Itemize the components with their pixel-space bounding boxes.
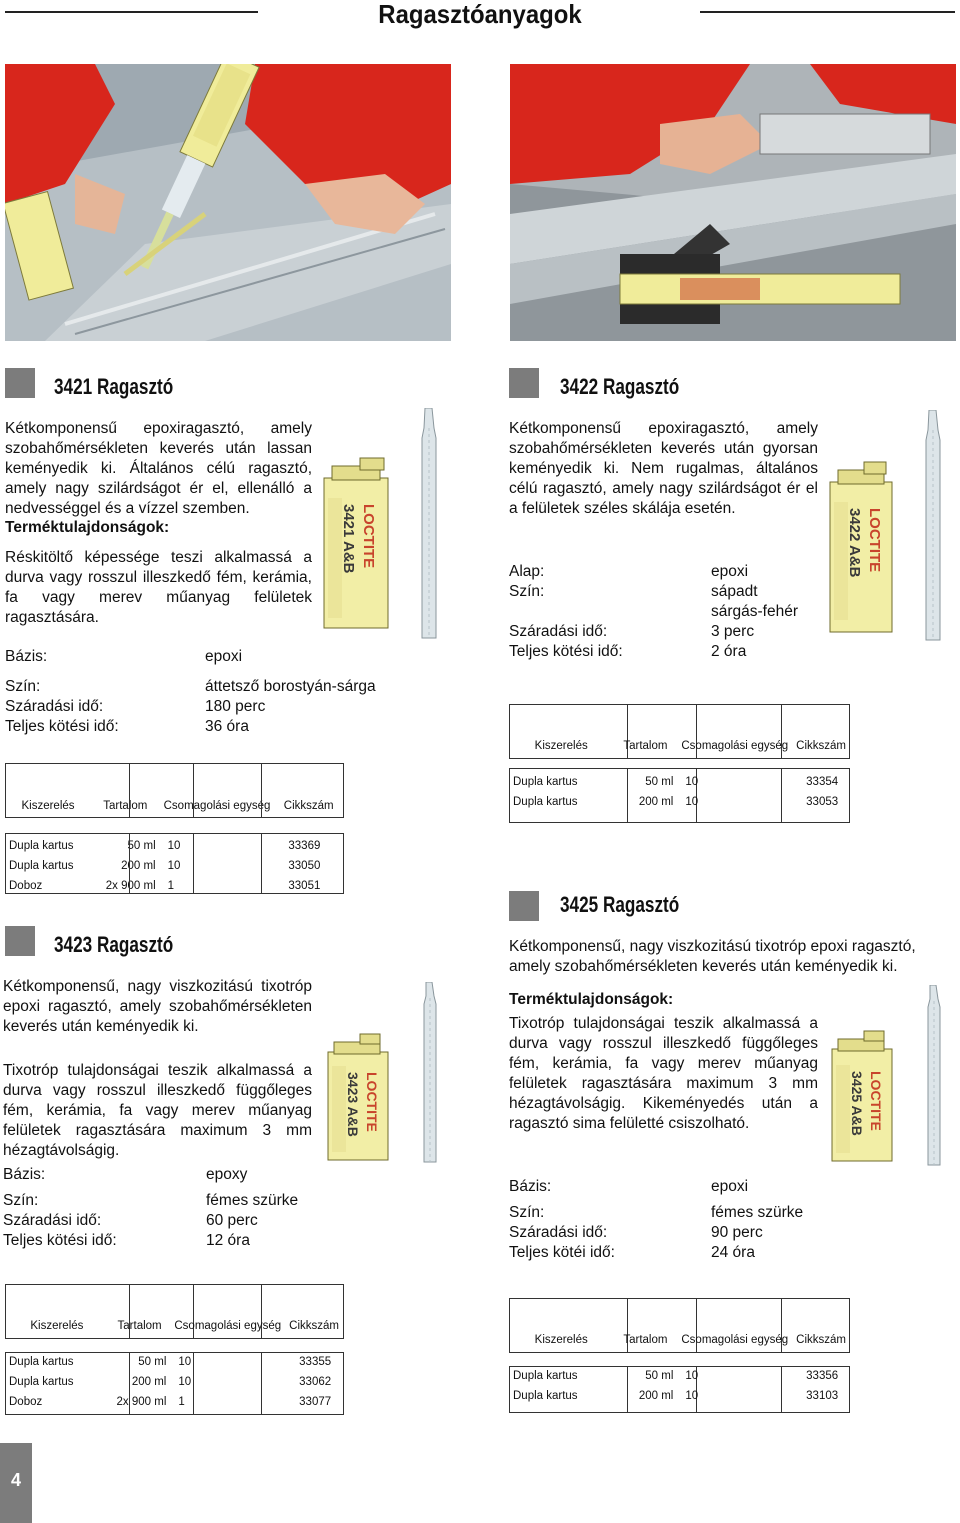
product-image-3422 bbox=[826, 410, 960, 646]
cell-packaging: Dupla kartus bbox=[513, 776, 578, 788]
column-header: Csomagolási egység bbox=[163, 800, 271, 812]
cell-packaging: Dupla kartus bbox=[513, 1370, 578, 1382]
product-image-3425 bbox=[826, 985, 960, 1171]
spec-label: Szín: bbox=[509, 583, 545, 600]
properties-heading-3425: Terméktulajdonságok: bbox=[509, 991, 674, 1008]
section-marker-3423 bbox=[5, 926, 35, 956]
spec-value: fémes szürke bbox=[711, 1204, 804, 1221]
column-header: Kiszerelés bbox=[534, 1334, 588, 1346]
cell-code: 33053 bbox=[806, 796, 839, 808]
label-code-3425: 3425 A&B bbox=[849, 1071, 865, 1136]
table-header-row bbox=[5, 1286, 343, 1338]
cell-packaging: Dupla kartus bbox=[9, 1356, 74, 1368]
label-brand-3422: LOCTITE bbox=[866, 508, 883, 573]
cell-unit: 10 bbox=[685, 776, 699, 788]
cell-packaging: Doboz bbox=[9, 880, 43, 892]
cell-code: 33103 bbox=[806, 1390, 839, 1402]
spec-value: epoxi bbox=[711, 563, 749, 580]
cell-unit: 10 bbox=[167, 840, 181, 852]
cell-unit: 10 bbox=[685, 1390, 699, 1402]
cell-packaging: Dupla kartus bbox=[9, 840, 74, 852]
spec-label: Száradási idő: bbox=[509, 623, 608, 640]
cell-unit: 10 bbox=[685, 1370, 699, 1382]
spec-label: Bázis: bbox=[509, 1178, 552, 1195]
column-header: Tartalom bbox=[117, 1320, 162, 1332]
label-brand-3423: LOCTITE bbox=[364, 1072, 380, 1132]
label-brand-3425: LOCTITE bbox=[868, 1071, 884, 1131]
spec-label: Alap: bbox=[509, 563, 545, 580]
cell-content: 50 ml bbox=[645, 1370, 674, 1382]
spec-value: 90 perc bbox=[711, 1224, 763, 1241]
cell-unit: 10 bbox=[178, 1376, 192, 1388]
spec-value: áttetsző borostyán-sárga bbox=[205, 678, 376, 695]
cell-code: 33356 bbox=[806, 1370, 839, 1382]
spec-label: Bázis: bbox=[3, 1166, 46, 1183]
properties-heading-3421: Terméktulajdonságok: bbox=[5, 519, 170, 536]
spec-value: epoxi bbox=[205, 648, 243, 665]
cell-unit: 10 bbox=[685, 796, 699, 808]
column-header: Csomagolási egység bbox=[681, 1334, 789, 1346]
cell-content: 200 ml bbox=[131, 1376, 167, 1388]
spec-value: fémes szürke bbox=[206, 1192, 299, 1209]
specs-3423 bbox=[3, 1165, 323, 1249]
spec-value: 24 óra bbox=[711, 1244, 755, 1261]
label-code-3422: 3422 A&B bbox=[846, 508, 863, 578]
column-header: Tartalom bbox=[623, 740, 668, 752]
spec-value: 36 óra bbox=[205, 718, 249, 735]
cell-packaging: Dupla kartus bbox=[513, 1390, 578, 1402]
cell-content: 2x 900 ml bbox=[116, 1396, 167, 1408]
table-row bbox=[509, 1386, 850, 1406]
section-title-3423: 3423 Ragasztó bbox=[54, 932, 174, 957]
spec-value: epoxi bbox=[711, 1178, 749, 1195]
cell-content: 50 ml bbox=[127, 840, 156, 852]
column-header: Tartalom bbox=[623, 1334, 668, 1346]
specs-3422 bbox=[509, 562, 829, 662]
description-3421: Kétkomponensű epoxiragasztó, amely szobahőmérsékleten keverés után lassan keményedik ki. Általános célú ragasztó, amely nagy szilárdságot ér el, ellenálló a nedvességgel és a vízzel szemben. bbox=[5, 420, 312, 517]
cell-content: 200 ml bbox=[638, 796, 674, 808]
spec-label: Teljes kötési idő: bbox=[5, 718, 119, 735]
cell-unit: 10 bbox=[178, 1356, 192, 1368]
column-header: Tartalom bbox=[103, 800, 148, 812]
spec-value: 3 perc bbox=[711, 623, 755, 640]
cell-code: 33355 bbox=[299, 1356, 332, 1368]
spec-value: sápadt bbox=[711, 583, 758, 600]
table-row bbox=[5, 1392, 343, 1412]
section-marker-3425 bbox=[509, 891, 539, 921]
page-title: Ragasztóanyagok bbox=[378, 0, 582, 29]
cell-content: 200 ml bbox=[638, 1390, 674, 1402]
cell-content: 50 ml bbox=[645, 776, 674, 788]
page-number: 4 bbox=[10, 1470, 21, 1490]
cell-unit: 10 bbox=[167, 860, 181, 872]
spec-label: Bázis: bbox=[5, 648, 48, 665]
table-row bbox=[5, 1372, 343, 1392]
spec-label: Teljes kötési idő: bbox=[509, 643, 623, 660]
label-code-3421: 3421 A&B bbox=[340, 504, 357, 574]
column-header: Cikkszám bbox=[796, 1334, 846, 1346]
table-header-row bbox=[509, 1300, 850, 1352]
column-header: Cikkszám bbox=[796, 740, 846, 752]
section-title-3425: 3425 Ragasztó bbox=[560, 892, 680, 917]
cell-unit: 1 bbox=[167, 880, 175, 892]
cell-code: 33354 bbox=[806, 776, 839, 788]
table-row bbox=[509, 792, 850, 812]
cell-code: 33062 bbox=[299, 1376, 332, 1388]
description-3422: Kétkomponensű epoxiragasztó, amely szobahőmérsékleten keverés után gyorsan keményedik ki. Nem rugalmas, általános célú ragasztó, amely nagy szilárdságot ér el a felületek széles skálája esetén. bbox=[509, 420, 818, 517]
description-3425: Kétkomponensű, nagy viszkozitású tixotróp epoxi ragasztó, amely szobahőmérsékleten keverés után keményedik ki. bbox=[509, 938, 916, 975]
spec-label: Szín: bbox=[5, 678, 41, 695]
column-header: Csomagolási egység bbox=[174, 1320, 282, 1332]
cell-content: 200 ml bbox=[121, 860, 156, 872]
cell-code: 33051 bbox=[288, 880, 321, 892]
cell-packaging: Dupla kartus bbox=[9, 1376, 74, 1388]
spec-label: Teljes kötési idő: bbox=[3, 1232, 117, 1249]
spec-label: Száradási idő: bbox=[509, 1224, 608, 1241]
spec-value: 60 perc bbox=[206, 1212, 258, 1229]
spec-label: Szín: bbox=[3, 1192, 39, 1209]
properties-text-3425: Tixotróp tulajdonságai teszik alkalmassá a durva vagy rosszul illeszkedő függőleges fém, kerámia, fa vagy merev műanyag felületek ragasztására maximum 3 mm hézagtávolságig. Kikeményedés után a ragasztó sima felületté csiszolható. bbox=[509, 1015, 818, 1132]
spec-value: 2 óra bbox=[711, 643, 747, 660]
cell-code: 33077 bbox=[299, 1396, 332, 1408]
cell-content: 50 ml bbox=[138, 1356, 167, 1368]
cell-packaging: Dupla kartus bbox=[513, 796, 578, 808]
column-header: Cikkszám bbox=[289, 1320, 339, 1332]
product-image-3423 bbox=[320, 982, 460, 1168]
label-brand-3421: LOCTITE bbox=[360, 504, 377, 569]
column-header: Kiszerelés bbox=[30, 1320, 84, 1332]
cell-code: 33369 bbox=[288, 840, 321, 852]
packaging-table-3422 bbox=[509, 706, 850, 812]
packaging-table-3425 bbox=[509, 1300, 850, 1406]
spec-value: sárgás-fehér bbox=[711, 603, 799, 620]
spec-value: epoxy bbox=[206, 1166, 248, 1183]
spec-label: Száradási idő: bbox=[3, 1212, 102, 1229]
section-marker-3422 bbox=[509, 368, 539, 398]
column-header: Cikkszám bbox=[283, 800, 334, 812]
specs-3425 bbox=[509, 1177, 829, 1261]
cell-packaging: Doboz bbox=[9, 1396, 43, 1408]
description-3423: Kétkomponensű, nagy viszkozitású tixotróp epoxi ragasztó, amely szobahőmérsékleten keverés után keményedik ki. bbox=[3, 978, 312, 1035]
spec-label: Teljes kötéi idő: bbox=[509, 1244, 615, 1261]
table-row bbox=[5, 1352, 343, 1372]
cell-packaging: Dupla kartus bbox=[9, 860, 74, 872]
column-header: Kiszerelés bbox=[534, 740, 588, 752]
table-row bbox=[509, 1366, 850, 1386]
spec-label: Szín: bbox=[509, 1204, 545, 1221]
column-header: Kiszerelés bbox=[21, 800, 75, 812]
section-title-3421: 3421 Ragasztó bbox=[54, 374, 174, 399]
table-row bbox=[509, 772, 850, 792]
column-header: Csomagolási egység bbox=[681, 740, 789, 752]
spec-label: Száradási idő: bbox=[5, 698, 104, 715]
cell-code: 33050 bbox=[288, 860, 321, 872]
packaging-table-3423 bbox=[5, 1286, 343, 1412]
label-code-3423: 3423 A&B bbox=[345, 1072, 361, 1137]
spec-value: 180 perc bbox=[205, 698, 266, 715]
cell-unit: 1 bbox=[178, 1396, 185, 1408]
section-title-3422: 3422 Ragasztó bbox=[560, 374, 680, 399]
properties-text-3421: Réskitöltő képessége teszi alkalmassá a durva vagy rosszul illeszkedő fém, kerámia, fa vagy merev műanyag felületek ragasztására. bbox=[5, 549, 312, 626]
table-header-row bbox=[509, 706, 850, 758]
cell-content: 2x 900 ml bbox=[105, 880, 156, 892]
properties-text-3423: Tixotróp tulajdonságai teszik alkalmassá a durva vagy rosszul illeszkedő függőleges fém, kerámia, fa vagy merev műanyag felületek ragasztására maximum 3 mm hézagtávolságig. bbox=[3, 1062, 312, 1159]
spec-value: 12 óra bbox=[206, 1232, 250, 1249]
